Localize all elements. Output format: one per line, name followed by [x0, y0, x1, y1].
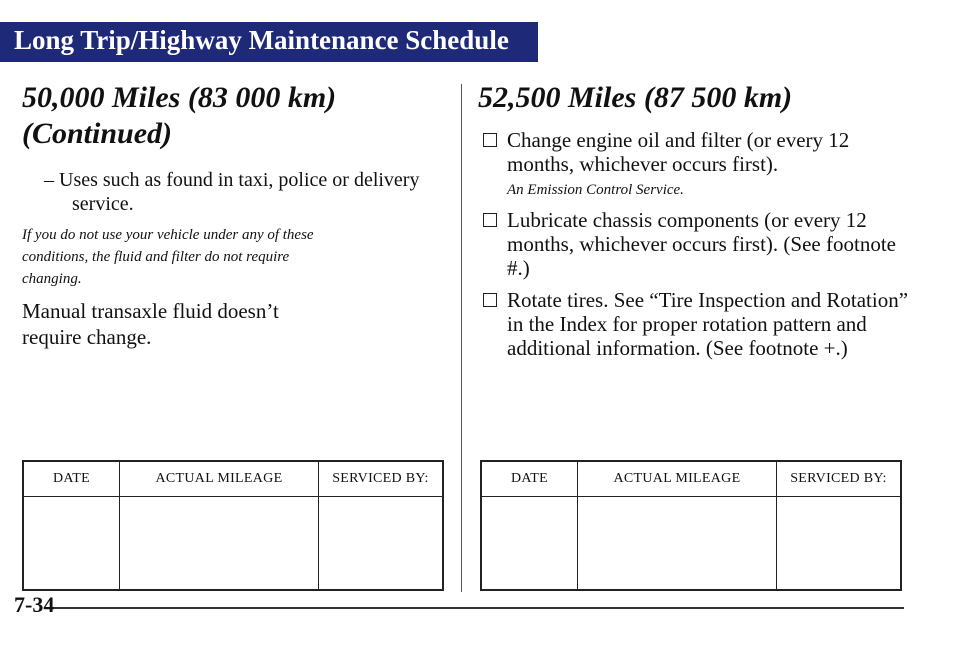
- header-date: DATE: [23, 461, 120, 497]
- table-row: [23, 497, 443, 591]
- header-date: DATE: [481, 461, 578, 497]
- mileage-cell[interactable]: [120, 497, 319, 591]
- mileage-cell[interactable]: [578, 497, 777, 591]
- left-title-line2: (Continued): [22, 117, 173, 150]
- header-serviced-by: SERVICED BY:: [318, 461, 443, 497]
- header-bar: [0, 22, 538, 62]
- right-column: [478, 80, 918, 360]
- checkbox-icon[interactable]: [483, 293, 497, 307]
- emission-note: An Emission Control Service.: [507, 182, 684, 198]
- page-title: Long Trip/Highway Maintenance Schedule: [14, 25, 509, 55]
- service-log-table-right: [480, 460, 902, 591]
- left-section-title: [22, 80, 442, 152]
- left-title-line1: 50,000 Miles (83 000 km): [22, 81, 337, 114]
- checklist-item-text: Change engine oil and filter (or every 12 months, whichever occurs first).: [507, 128, 850, 176]
- header-actual-mileage: ACTUAL MILEAGE: [578, 461, 777, 497]
- left-column: [22, 80, 442, 350]
- footer-rule: [54, 607, 904, 609]
- table-header-row: [481, 461, 901, 497]
- header-actual-mileage: ACTUAL MILEAGE: [120, 461, 319, 497]
- checkbox-icon[interactable]: [483, 213, 497, 227]
- checklist-item-text: Lubricate chassis components (or every 12 months, whichever occurs first). (See footnote #.): [507, 208, 896, 280]
- serviced-by-cell[interactable]: [318, 497, 443, 591]
- checklist-item-tires: [478, 288, 918, 360]
- checklist-item-chassis: [478, 208, 918, 280]
- conditions-note: If you do not use your vehicle under any of these conditions, the fluid and filter do not require changing.: [22, 227, 314, 287]
- date-cell[interactable]: [23, 497, 120, 591]
- table-header-row: [23, 461, 443, 497]
- header-serviced-by: SERVICED BY:: [776, 461, 901, 497]
- checkbox-icon[interactable]: [483, 133, 497, 147]
- date-cell[interactable]: [481, 497, 578, 591]
- page-number: 7-34: [14, 592, 55, 617]
- right-section-title: 52,500 Miles (87 500 km): [478, 81, 793, 114]
- checklist-item-oil: [478, 128, 918, 176]
- checklist-item-text: Rotate tires. See “Tire Inspection and Rotation” in the Index for proper rotation pattern and additional information. (See footnote +.): [507, 288, 909, 360]
- column-divider: [461, 84, 462, 592]
- service-log-table-left: [22, 460, 444, 591]
- transaxle-note: Manual transaxle fluid doesn’t require change.: [22, 299, 279, 349]
- usage-bullet: – Uses such as found in taxi, police or delivery service.: [44, 169, 420, 215]
- serviced-by-cell[interactable]: [776, 497, 901, 591]
- table-row: [481, 497, 901, 591]
